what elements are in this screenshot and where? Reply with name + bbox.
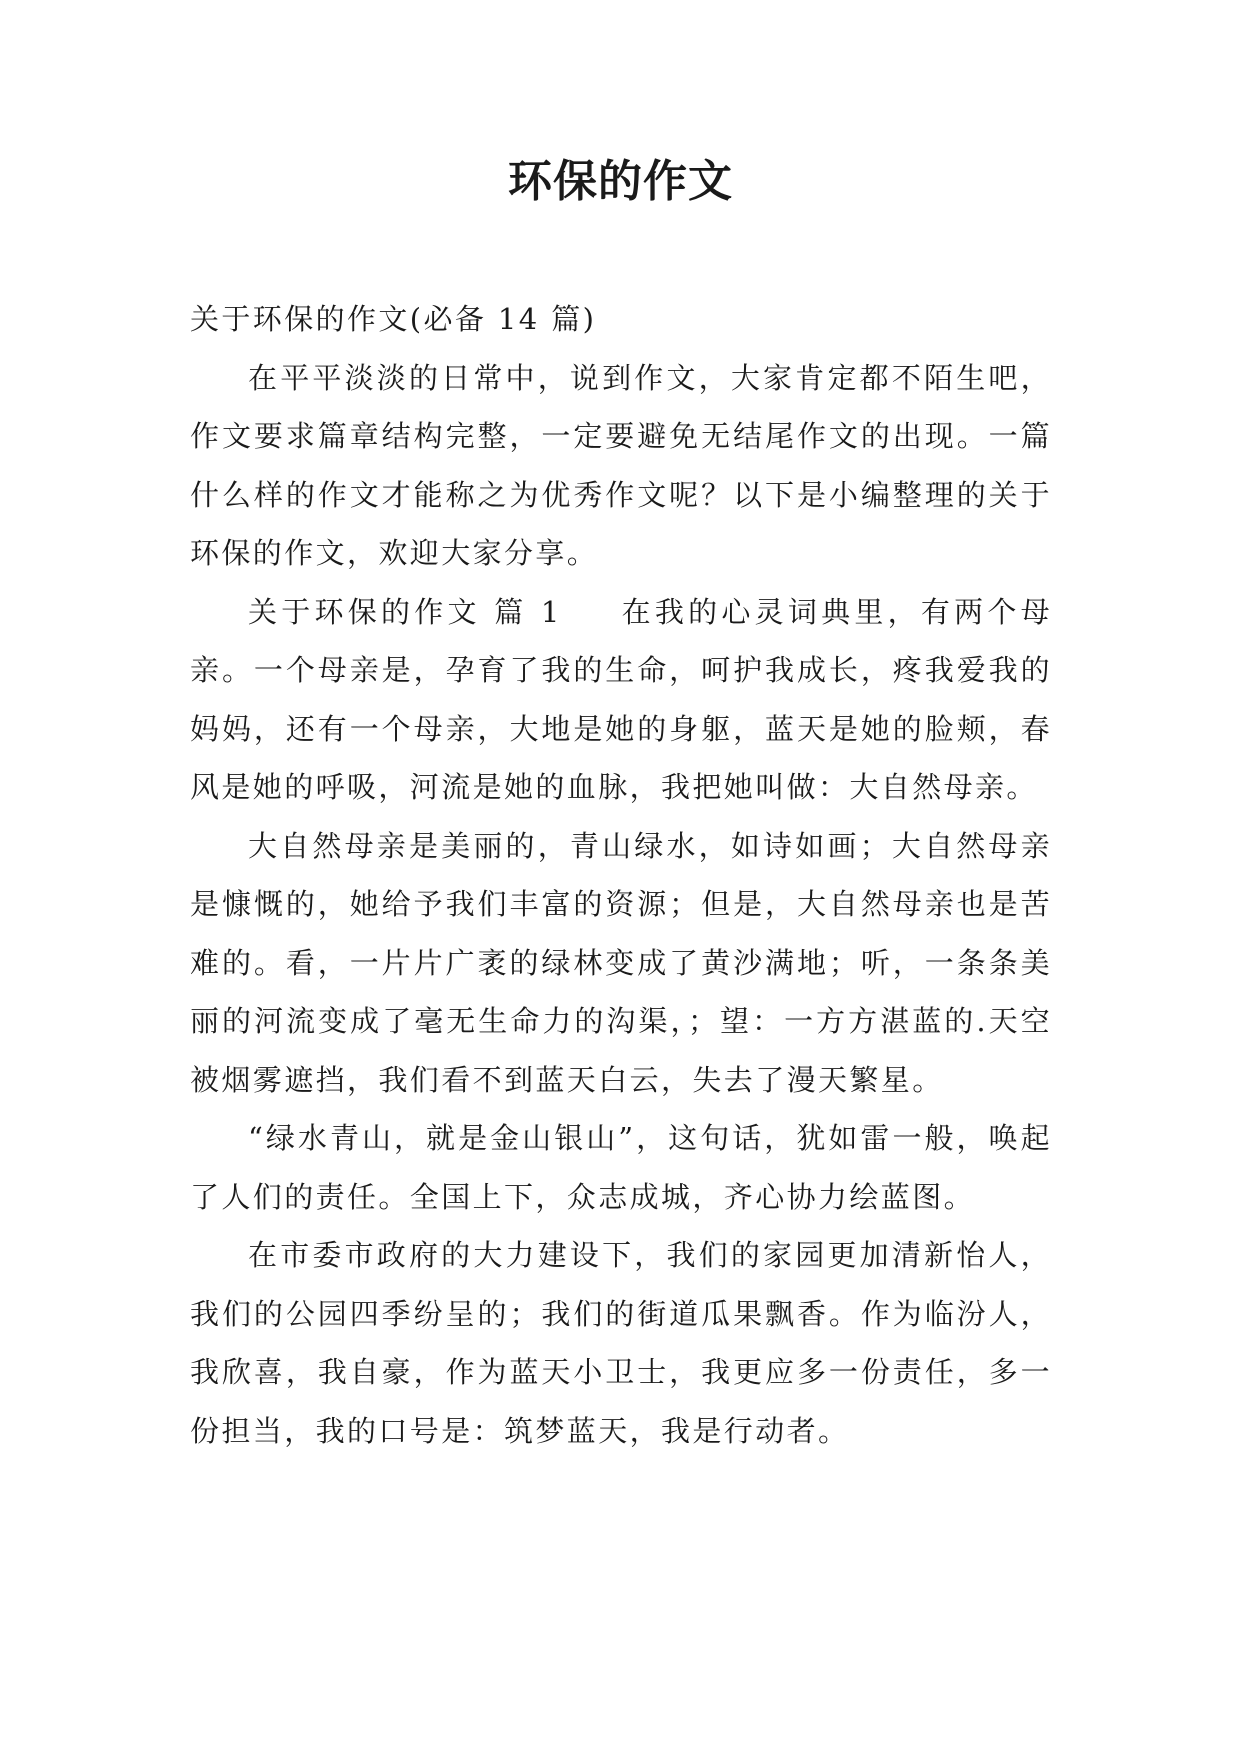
document-title: 环保的作文 [508,156,733,207]
essay-paragraph-4: 在市委市政府的大力建设下，我们的家园更加清新怡人，我们的公园四季纷呈的；我们的街道瓜果飘香。作为临汾人，我欣喜，我自豪，作为蓝天小卫士，我更应多一份责任，多一份担当，我的口号是：筑梦蓝天，我是行动者。 [190,1238,1052,1448]
essay-paragraph-2: 大自然母亲是美丽的，青山绿水，如诗如画；大自然母亲是慷慨的，她给予我们丰富的资源；但是，大自然母亲也是苦难的。看，一片片广袤的绿林变成了黄沙满地；听，一条条美丽的河流变成了毫无生命力的沟渠，；望：一方方湛蓝的.天空被烟雾遮挡，我们看不到蓝天白云，失去了漫天繁星。 [190,828,1052,1097]
document-subtitle: 关于环保的作文(必备 14 篇) [190,302,597,336]
essay-paragraph-3: “绿水青山，就是金山银山”，这句话，犹如雷一般，唤起了人们的责任。全国上下，众志成城，齐心协力绘蓝图。 [190,1121,1052,1214]
document-body [190,290,1052,1460]
essay-1-first-paragraph [190,583,1052,817]
essay-heading: 关于环保的作文 篇 1 [248,594,562,629]
intro-paragraph: 在平平淡淡的日常中，说到作文，大家肯定都不陌生吧，作文要求篇章结构完整，一定要避免无结尾作文的出现。一篇什么样的作文才能称之为优秀作文呢？以下是小编整理的关于环保的作文，欢迎大家分享。 [190,360,1052,570]
essay-paragraph-1: 在我的心灵词典里，有两个母亲。一个母亲是，孕育了我的生命，呵护我成长，疼我爱我的妈妈，还有一个母亲，大地是她的身躯，蓝天是她的脸颊，春风是她的呼吸，河流是她的血脉，我把她叫做：大自然母亲。 [190,594,1053,804]
